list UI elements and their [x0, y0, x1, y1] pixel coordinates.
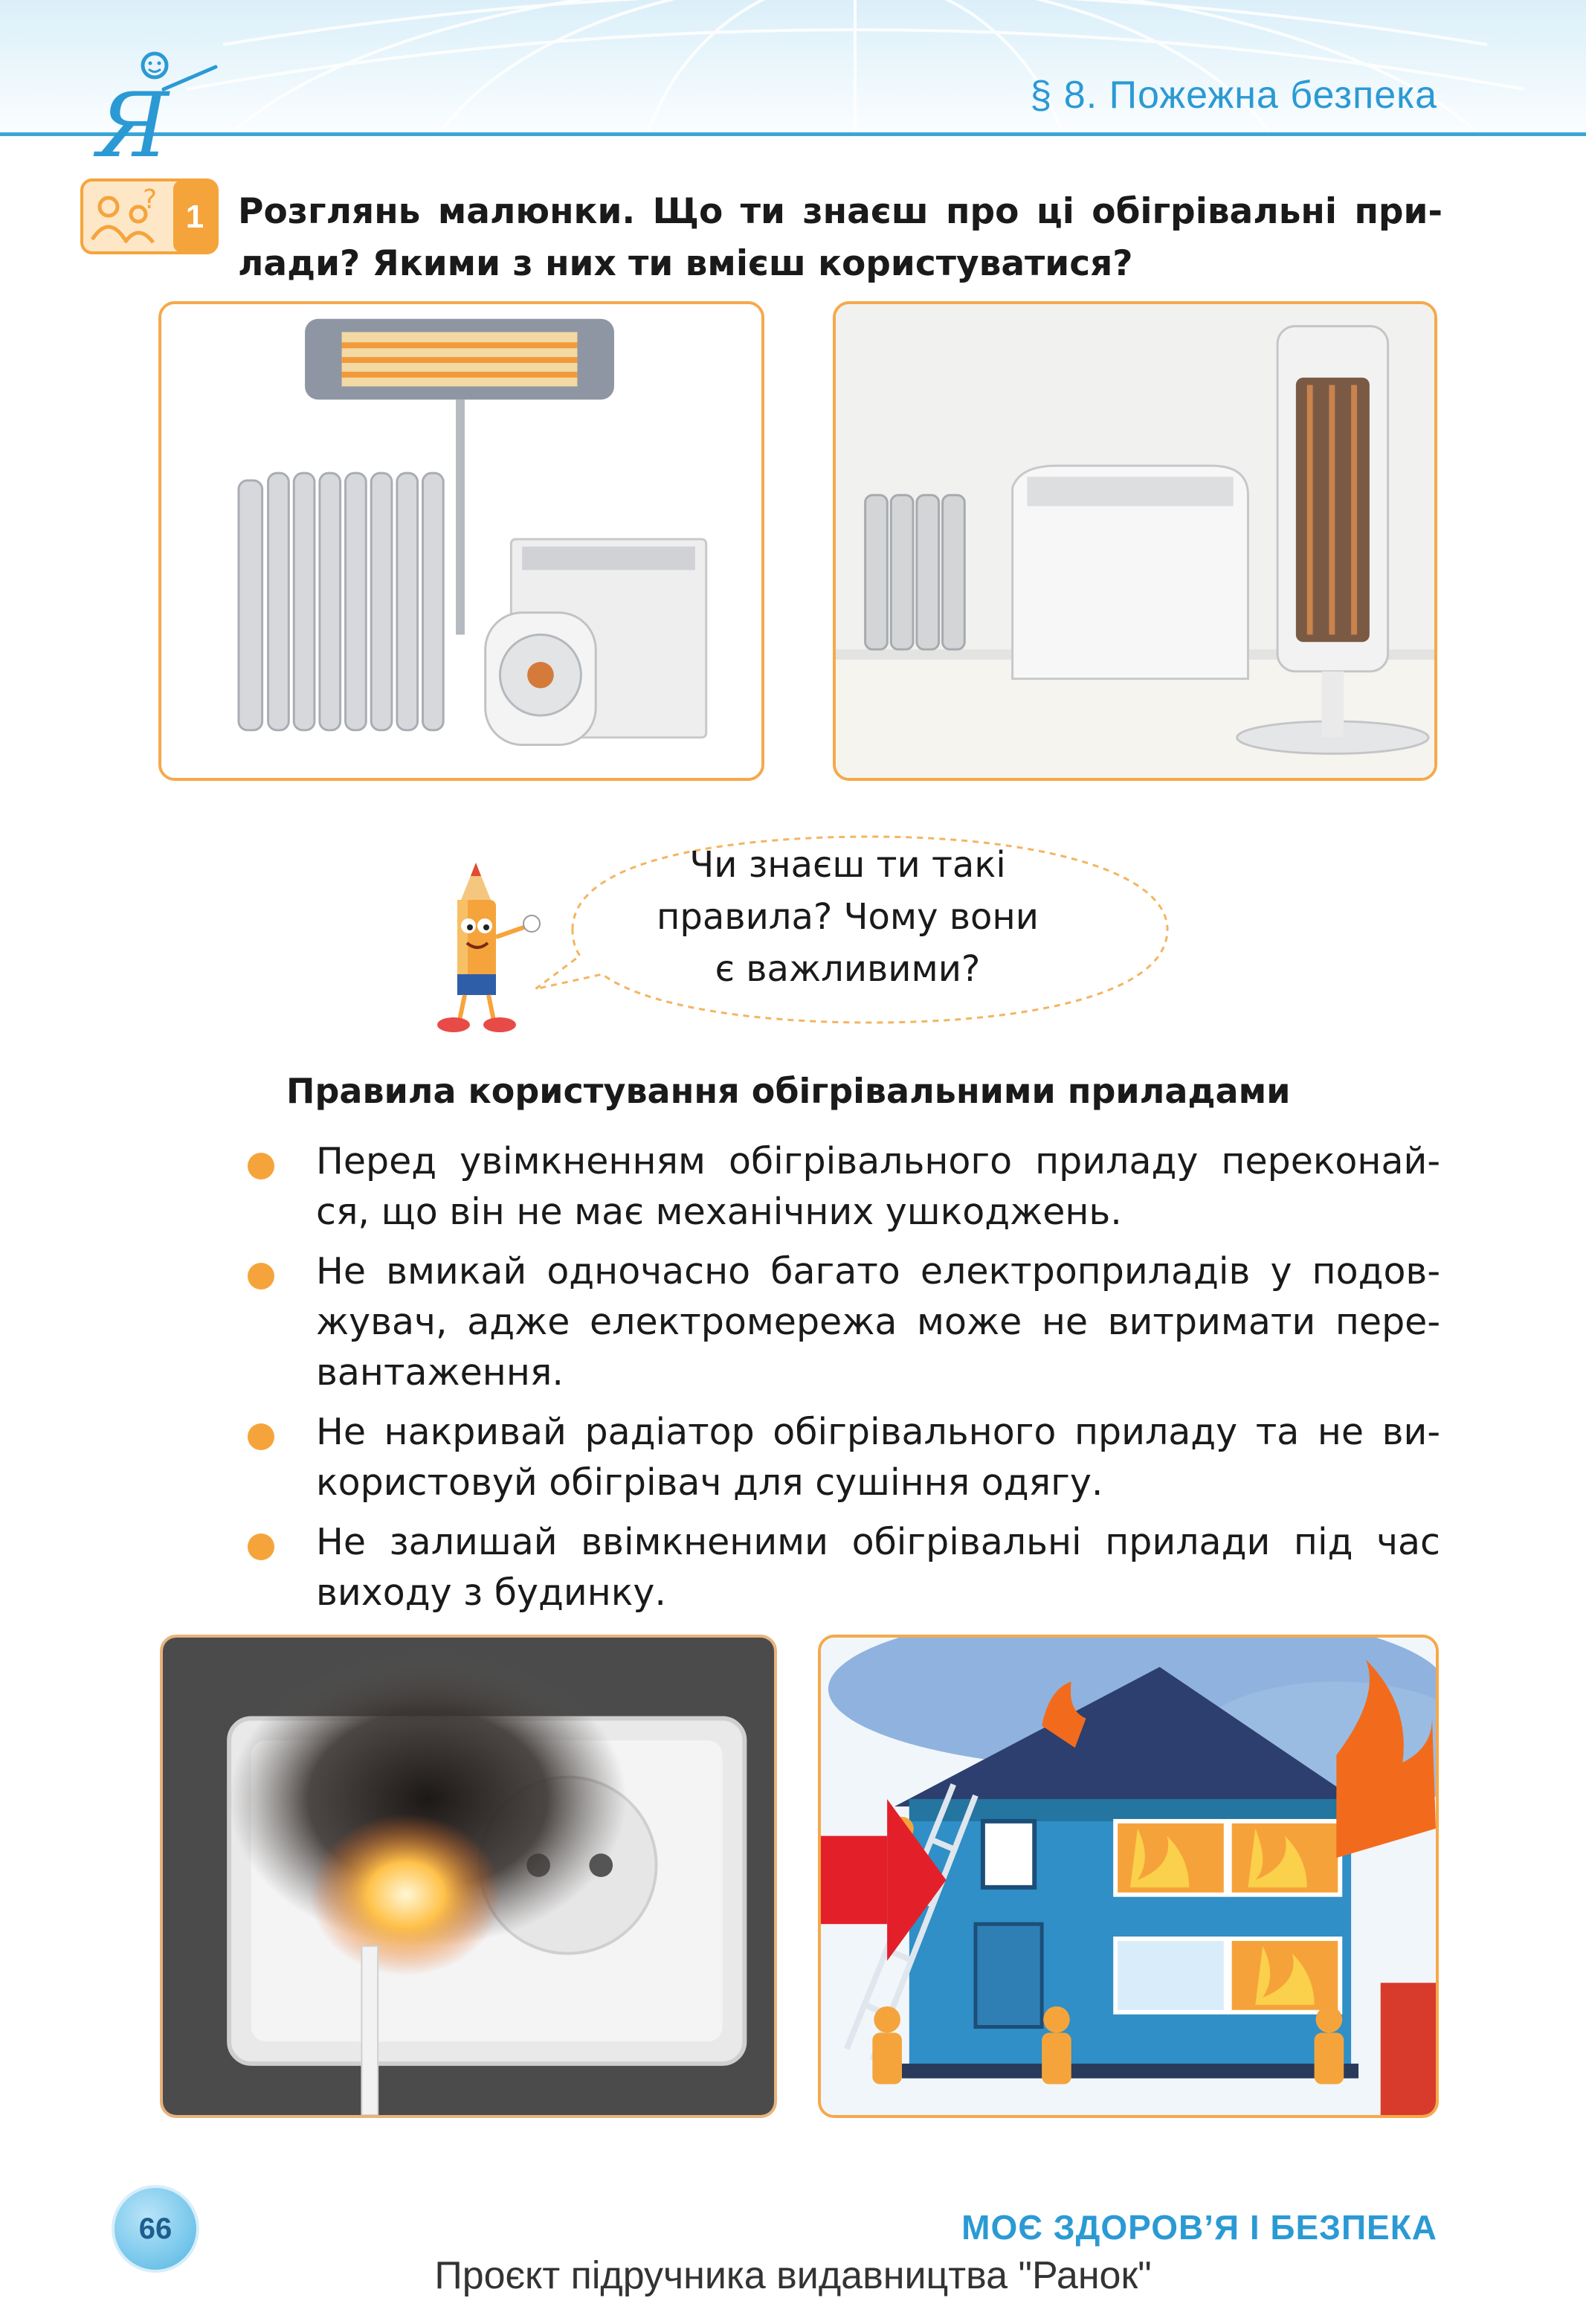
- rule-line: ся, що він не має механічних ушкоджень.: [316, 1191, 1122, 1233]
- burning-socket-photo: [160, 1635, 777, 2118]
- convector-heater-image: [1013, 466, 1248, 678]
- sparks-flame: [310, 1814, 501, 1975]
- page-number: 66: [112, 2185, 199, 2273]
- fan-heater-image: [486, 613, 596, 745]
- speech-bubble-text: [587, 839, 1108, 995]
- rule-line: Не вмикай одночасно багато електроприладів у подов-: [316, 1250, 1440, 1293]
- house-fire-illustration: [818, 1635, 1439, 2118]
- bullet-dot-icon: [248, 1153, 274, 1179]
- task-line: лади? Якими з них ти вмієш користуватися?: [238, 243, 1133, 284]
- list-item: [242, 1517, 1440, 1618]
- svg-text:?: ?: [143, 184, 158, 215]
- rule-line: вантаження.: [316, 1351, 564, 1394]
- bubble-line: правила? Чому вони: [657, 896, 1039, 938]
- task-number: 1: [185, 199, 204, 235]
- task-badge: [80, 178, 219, 254]
- rule-line: Перед увімкненням обігрівального приладу переконай-: [316, 1140, 1440, 1182]
- rule-line: Не накривай радіатор обігрівального приладу та не ви-: [316, 1411, 1440, 1453]
- rules-title: Правила користування обігрівальними приладами: [286, 1071, 1291, 1111]
- task-question: [238, 186, 1442, 290]
- list-item: [242, 1246, 1440, 1398]
- ya-logo-icon: [89, 45, 231, 164]
- bubble-line: Чи знаєш ти такі: [689, 844, 1006, 886]
- rule-line: виходу з будинку.: [316, 1571, 666, 1614]
- task-line: Розглянь малюнки. Що ти знаєш про ці обігрівальні при-: [238, 191, 1442, 232]
- heaters-photo-2: [833, 301, 1437, 781]
- bubble-line: є важливими?: [715, 948, 981, 990]
- bullet-dot-icon: [248, 1533, 274, 1560]
- publisher-note: Проєкт підручника видавництва "Ранок": [434, 2254, 1152, 2297]
- section-title: § 8. Пожежна безпека: [1030, 74, 1437, 117]
- bullet-dot-icon: [248, 1263, 274, 1290]
- book-title: МОЄ ЗДОРОВ’Я І БЕЗПЕКА: [961, 2208, 1437, 2247]
- header-rule: [0, 132, 1586, 136]
- heaters-photo-1: [158, 301, 764, 781]
- rules-list: [242, 1136, 1440, 1627]
- bullet-dot-icon: [248, 1423, 274, 1450]
- fire-truck-image: [1381, 1983, 1436, 2115]
- list-item: [242, 1407, 1440, 1508]
- list-item: [242, 1136, 1440, 1237]
- rule-line: Не залишай ввімкненими обігрівальні прилади під час: [316, 1521, 1440, 1563]
- rule-line: користовуй обігрівач для сушіння одягу.: [316, 1461, 1103, 1504]
- logo-letter: Я: [97, 74, 169, 164]
- rule-line: жувач, адже електромережа може не витримати пере-: [316, 1301, 1440, 1343]
- oil-radiator-image: [239, 473, 443, 730]
